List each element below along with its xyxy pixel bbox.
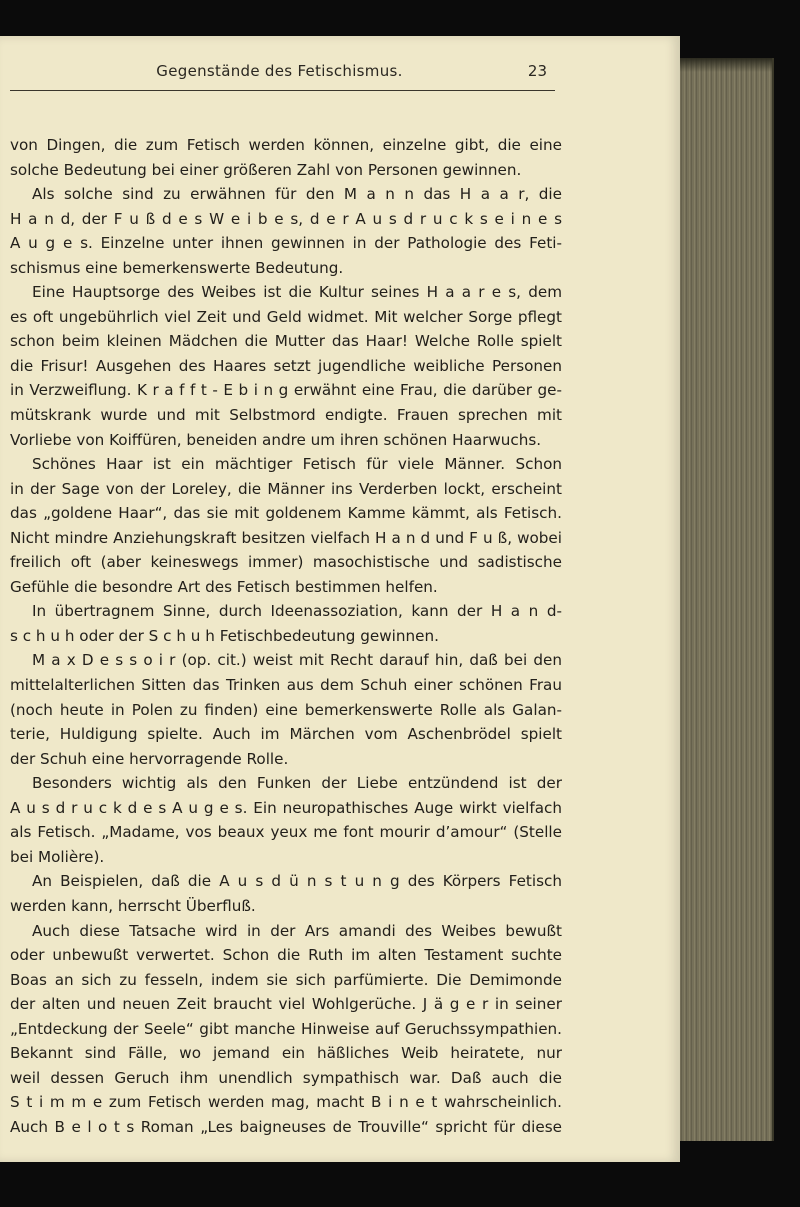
text-line: der alten und neuen Zeit braucht viel Wohlgerüche. J ä g e r in seiner bbox=[10, 995, 562, 1014]
text-line: s c h u h oder der S c h u h Fetischbedeutung gewinnen. bbox=[10, 626, 439, 645]
text-line: weil dessen Geruch ihm unendlich sympathisch war. Daß auch die bbox=[10, 1068, 562, 1087]
text-line: „Entdeckung der Seele“ gibt manche Hinweise auf Geruchssympathien. bbox=[10, 1019, 562, 1038]
page-number: 23 bbox=[527, 62, 547, 80]
text-line: solche Bedeutung bei einer größeren Zahl von Personen gewinnen. bbox=[10, 160, 522, 179]
text-line: terie, Huldigung spielte. Auch im Märchen vom Aschenbrödel spielt bbox=[10, 725, 562, 744]
text-line: Boas an sich zu fesseln, indem sie sich parfümierte. Die Demimonde bbox=[10, 970, 562, 989]
text-line: Auch diese Tatsache wird in der Ars amandi des Weibes bewußt bbox=[32, 921, 562, 940]
text-line: In übertragnem Sinne, durch Ideenassoziation, kann der H a n d- bbox=[32, 602, 562, 621]
text-line: bei Molière). bbox=[10, 847, 105, 866]
text-line: freilich oft (aber keineswegs immer) masochistische und sadistische bbox=[10, 553, 562, 572]
text-line: Nicht mindre Anziehungskraft besitzen vielfach H a n d und F u ß, wobei bbox=[10, 528, 562, 547]
text-line: oder unbewußt verwertet. Schon die Ruth im alten Testament suchte bbox=[10, 946, 562, 965]
text-line: mütskrank wurde und mit Selbstmord endigte. Frauen sprechen mit bbox=[10, 406, 562, 425]
text-line: An Beispielen, daß die A u s d ü n s t u n g des Körpers Fetisch bbox=[32, 872, 562, 891]
text-line: A u g e s. Einzelne unter ihnen gewinnen in der Pathologie des Feti- bbox=[10, 234, 562, 253]
text-line: Gefühle die besondre Art des Fetisch bestimmen helfen. bbox=[10, 577, 438, 596]
text-line: in der Sage von der Loreley, die Männer ins Verderben lockt, erscheint bbox=[10, 479, 562, 498]
text-line: werden kann, herrscht Überfluß. bbox=[10, 896, 256, 915]
text-line: Eine Hauptsorge des Weibes ist die Kultur seines H a a r e s, dem bbox=[32, 283, 562, 302]
text-line: von Dingen, die zum Fetisch werden können, einzelne gibt, die eine bbox=[10, 136, 562, 154]
text-line: das „goldene Haar“, das sie mit goldenem Kamme kämmt, als Fetisch. bbox=[10, 504, 562, 523]
text-line: Schönes Haar ist ein mächtiger Fetisch für viele Männer. Schon bbox=[32, 455, 562, 474]
text-line: M a x D e s s o i r (op. cit.) weist mit Recht darauf hin, daß bei den bbox=[32, 651, 562, 670]
text-line: Besonders wichtig als den Funken der Liebe entzündend ist der bbox=[32, 774, 562, 793]
text-line: H a n d, der F u ß d e s W e i b e s, d e r A u s d r u c k s e i n e s bbox=[10, 209, 562, 228]
text-line: in Verzweiflung. K r a f f t - E b i n g erwähnt eine Frau, die darüber ge- bbox=[10, 381, 562, 400]
body-text bbox=[10, 133, 562, 1139]
book-page-edges bbox=[668, 58, 774, 1141]
text-line: Auch B e l o t s Roman „Les baigneuses de Trouville“ spricht für diese bbox=[10, 1117, 562, 1136]
running-head-title: Gegenstände des Fetischismus. bbox=[156, 62, 403, 80]
text-line: Als solche sind zu erwähnen für den M a n n das H a a r, die bbox=[32, 185, 562, 204]
text-line: es oft ungebührlich viel Zeit und Geld widmet. Mit welcher Sorge pflegt bbox=[10, 307, 562, 326]
text-line: (noch heute in Polen zu finden) eine bemerkenswerte Rolle als Galan- bbox=[10, 700, 562, 719]
text-line: schismus eine bemerkenswerte Bedeutung. bbox=[10, 258, 344, 277]
text-line: A u s d r u c k d e s A u g e s. Ein neuropathisches Auge wirkt vielfach bbox=[10, 798, 562, 817]
text-line: als Fetisch. „Madame, vos beaux yeux me font mourir d’amour“ (Stelle bbox=[10, 823, 562, 842]
text-line: schon beim kleinen Mädchen die Mutter das Haar! Welche Rolle spielt bbox=[10, 332, 562, 351]
text-line: mittelalterlichen Sitten das Trinken aus dem Schuh einer schönen Frau bbox=[10, 676, 562, 695]
header-rule bbox=[10, 90, 555, 91]
running-head bbox=[12, 62, 547, 86]
text-line: S t i m m e zum Fetisch werden mag, macht B i n e t wahrscheinlich. bbox=[10, 1093, 562, 1112]
text-line: Vorliebe von Koiffüren, beneiden andre um ihren schönen Haarwuchs. bbox=[10, 430, 542, 449]
text-line: die Frisur! Ausgehen des Haares setzt jugendliche weibliche Personen bbox=[10, 356, 562, 375]
text-line: der Schuh eine hervorragende Rolle. bbox=[10, 749, 289, 768]
text-line: Bekannt sind Fälle, wo jemand ein häßliches Weib heiratete, nur bbox=[10, 1044, 562, 1063]
